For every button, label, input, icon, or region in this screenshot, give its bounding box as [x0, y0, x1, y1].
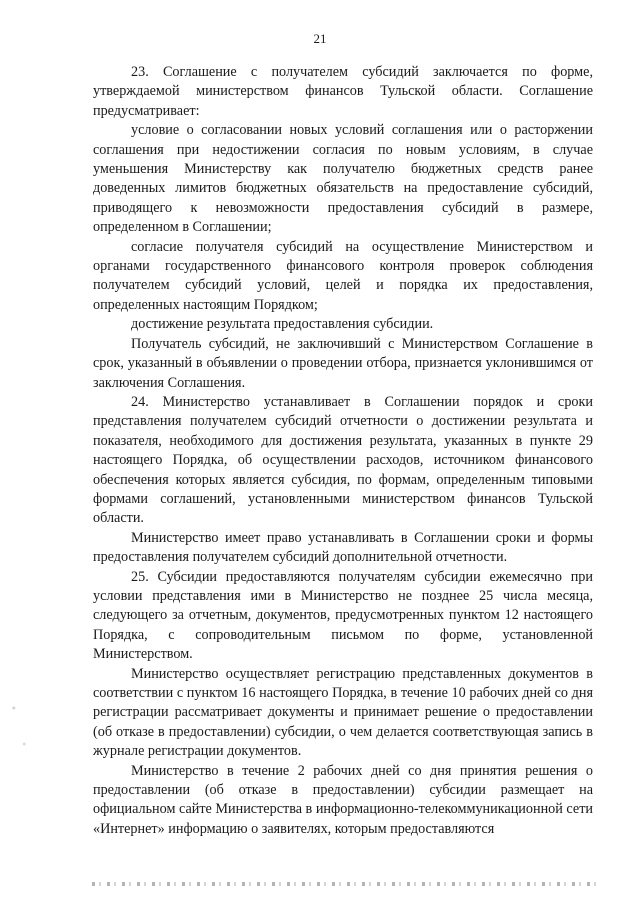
paragraph-24-additional: Министерство имеет право устанавливать в Соглашении сроки и формы предоставления получателем субсидий дополнительной отчетности. — [93, 529, 593, 566]
paragraph-23-condition-3: достижение результата предоставления субсидии. — [131, 316, 434, 333]
page-number: 21 — [313, 31, 327, 46]
scan-artifact-margin — [6, 690, 32, 780]
paragraph-25: 25. Субсидии предоставляются получателям субсидии ежемесячно при условии представления ими в Министерство не позднее 25 числа месяца, следующего за отчетным, документов, предусмотренных пунктом 12 настоящего Порядка, с сопроводительным письмом по форме, установленной Министерством. — [93, 568, 593, 663]
paragraph-24: 24. Министерство устанавливает в Соглашении порядок и сроки представления получателем субсидий отчетности о достижении результата и показателя, необходимого для достижения результата, указанных в пункте 29 настоящего Порядка, об осуществлении расходов, источником финансового обеспечения которых является субсидия, по формам, определенным типовыми формами соглашений, установленными министерством финансов Тульской области. — [93, 393, 593, 527]
paragraph-23: 23. Соглашение с получателем субсидий заключается по форме, утверждаемой министерством финансов Тульской области. Соглашение предусматривает: — [93, 64, 593, 119]
paragraph-23-condition-1: условие о согласовании новых условий соглашения или о расторжении соглашения при недостижении согласия по новым условиям, в случае уменьшения Министерству как получателю бюджетных средств ранее доведенных лимитов бюджетных обязательств на предоставление субсидий, приводящего к невозможности предоставления субсидий в размере, определенном в Соглашении; — [93, 122, 593, 236]
paragraph-25-publication: Министерство в течение 2 рабочих дней со дня принятия решения о предоставлении (об отказе в предоставлении) субсидии размещает на официальном сайте Министерства в информационно-телекоммуникационной сети «Интернет» информацию о заявителях, которым предоставляются — [93, 762, 593, 837]
paragraph-25-registration: Министерство осуществляет регистрацию представленных документов в соответствии с пунктом 16 настоящего Порядка, в течение 10 рабочих дней со дня регистрации рассматривает документы и принимает решение о предоставлении (об отказе в предоставлении) субсидии, о чем делается соответствующая запись в журнале регистрации документов. — [93, 665, 593, 760]
document-body — [93, 63, 593, 839]
paragraph-23-evasion: Получатель субсидий, не заключивший с Министерством Соглашение в срок, указанный в объявлении о проведении отбора, признается уклонившимся от заключения Соглашения. — [93, 335, 593, 391]
paragraph-23-condition-2: согласие получателя субсидий на осуществление Министерством и органами государственного финансового контроля проверок соблюдения получателем субсидий условий, целей и порядка их предоставления, определенных настоящим Порядком; — [93, 238, 593, 313]
scan-artifact-bottom — [92, 882, 597, 886]
